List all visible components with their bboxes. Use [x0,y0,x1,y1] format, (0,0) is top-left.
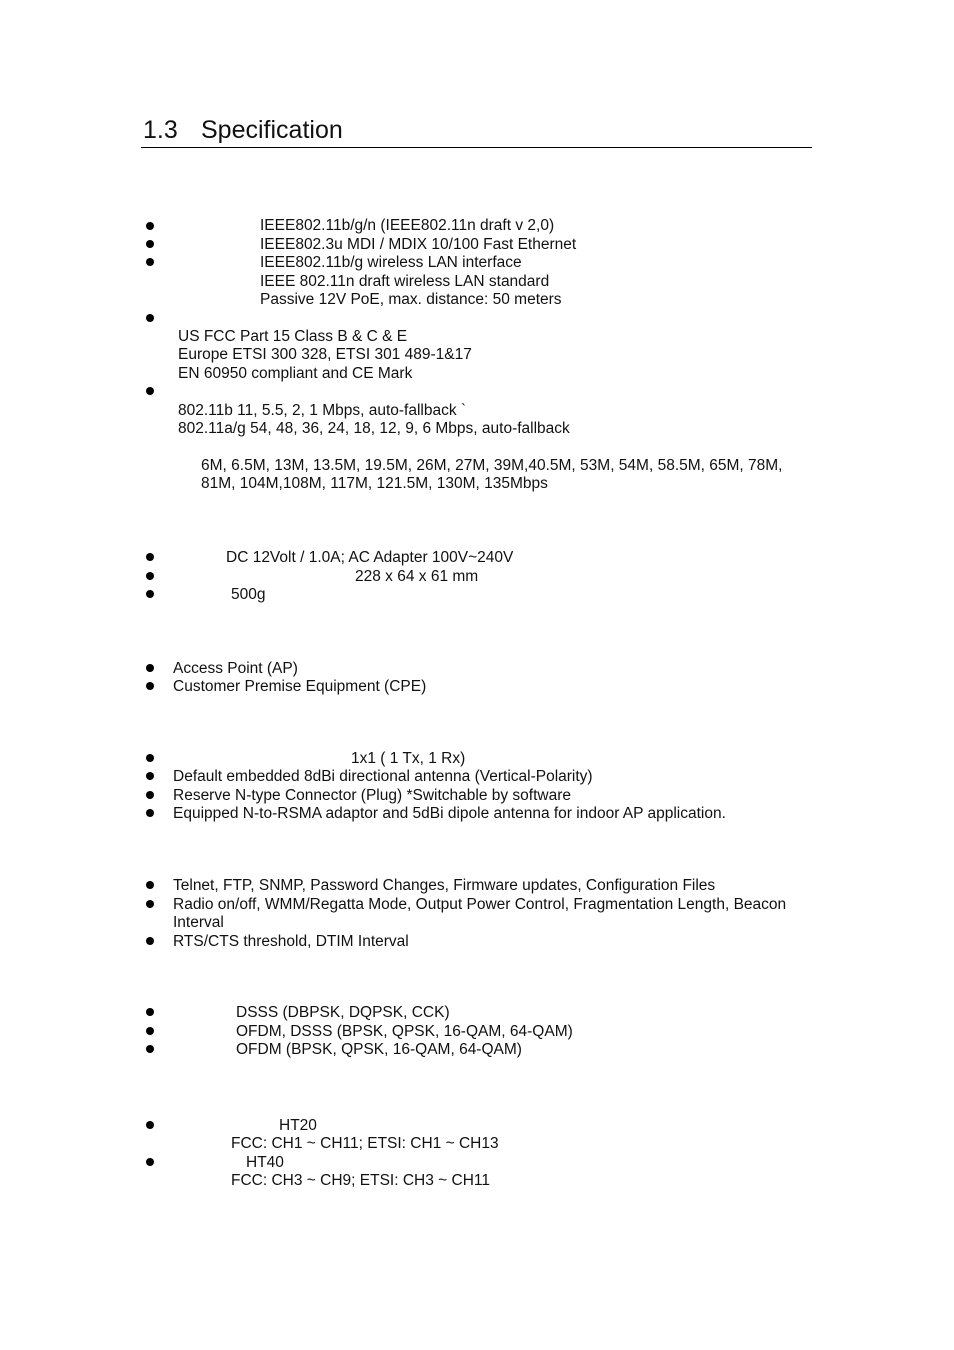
section-heading [143,114,343,146]
spec-line: Interval [173,914,224,931]
bullet-icon [146,314,154,322]
bullet-icon [146,900,154,908]
bullet-icon [146,754,154,762]
bullet-icon [146,1027,154,1035]
spec-line: Europe ETSI 300 328, ETSI 301 489-1&17 [178,346,472,363]
spec-line: Access Point (AP) [173,660,298,677]
spec-line: EN 60950 compliant and CE Mark [178,365,413,382]
bullet-icon [146,1008,154,1016]
spec-line: HT40 [246,1154,284,1171]
spec-line: Reserve N-type Connector (Plug) *Switchable by software [173,787,572,804]
spec-line: OFDM, DSSS (BPSK, QPSK, 16-QAM, 64-QAM) [236,1023,573,1040]
spec-line: Customer Premise Equipment (CPE) [173,678,427,695]
spec-line: US FCC Part 15 Class B & C & E [178,328,408,345]
spec-line: 228 x 64 x 61 mm [355,568,479,585]
spec-line: OFDM (BPSK, QPSK, 16-QAM, 64-QAM) [236,1041,522,1058]
bullet-icon [146,937,154,945]
bullet-icon [146,240,154,248]
spec-line: DC 12Volt / 1.0A; AC Adapter 100V~240V [226,549,514,566]
bullet-icon [146,590,154,598]
bullet-icon [146,881,154,889]
spec-line: Passive 12V PoE, max. distance: 50 meters [260,291,562,308]
bullet-icon [146,682,154,690]
spec-line: IEEE802.11b/g wireless LAN interface [260,254,522,271]
spec-line: 81M, 104M,108M, 117M, 121.5M, 130M, 135Mbps [201,475,548,492]
bullet-icon [146,664,154,672]
bullet-icon [146,791,154,799]
spec-line: FCC: CH1 ~ CH11; ETSI: CH1 ~ CH13 [231,1135,499,1152]
spec-line: Default embedded 8dBi directional antenna (Vertical-Polarity) [173,768,593,785]
section-number: 1.3 [143,116,178,144]
bullet-icon [146,222,154,230]
spec-line: Radio on/off, WMM/Regatta Mode, Output Power Control, Fragmentation Length, Beacon [173,896,787,913]
bullet-icon [146,772,154,780]
bullet-icon [146,258,154,266]
bullet-icon [146,572,154,580]
spec-line: 802.11a/g 54, 48, 36, 24, 18, 12, 9, 6 Mbps, auto-fallback [178,420,570,437]
spec-line: Telnet, FTP, SNMP, Password Changes, Firmware updates, Configuration Files [173,877,716,894]
spec-line: IEEE 802.11n draft wireless LAN standard [260,273,550,290]
bullet-icon [146,387,154,395]
spec-line: IEEE802.11b/g/n (IEEE802.11n draft v 2,0) [260,217,555,234]
spec-line: FCC: CH3 ~ CH9; ETSI: CH3 ~ CH11 [231,1172,490,1189]
spec-line: 6M, 6.5M, 13M, 13.5M, 19.5M, 26M, 27M, 39M,40.5M, 53M, 54M, 58.5M, 65M, 78M, [201,457,783,474]
bullet-icon [146,1121,154,1129]
spec-line: HT20 [279,1117,317,1134]
bullet-icon [146,553,154,561]
spec-line: DSSS (DBPSK, DQPSK, CCK) [236,1004,450,1021]
spec-line: RTS/CTS threshold, DTIM Interval [173,933,409,950]
spec-line: 500g [231,586,266,603]
bullet-icon [146,1158,154,1166]
spec-line: 1x1 ( 1 Tx, 1 Rx) [351,750,466,767]
heading-rule [141,147,812,148]
spec-line: 802.11b 11, 5.5, 2, 1 Mbps, auto-fallback ` [178,402,467,419]
bullet-icon [146,1045,154,1053]
section-title: Specification [201,116,343,144]
spec-line: IEEE802.3u MDI / MDIX 10/100 Fast Ethernet [260,236,577,253]
spec-line: Equipped N-to-RSMA adaptor and 5dBi dipole antenna for indoor AP application. [173,805,726,822]
bullet-icon [146,809,154,817]
